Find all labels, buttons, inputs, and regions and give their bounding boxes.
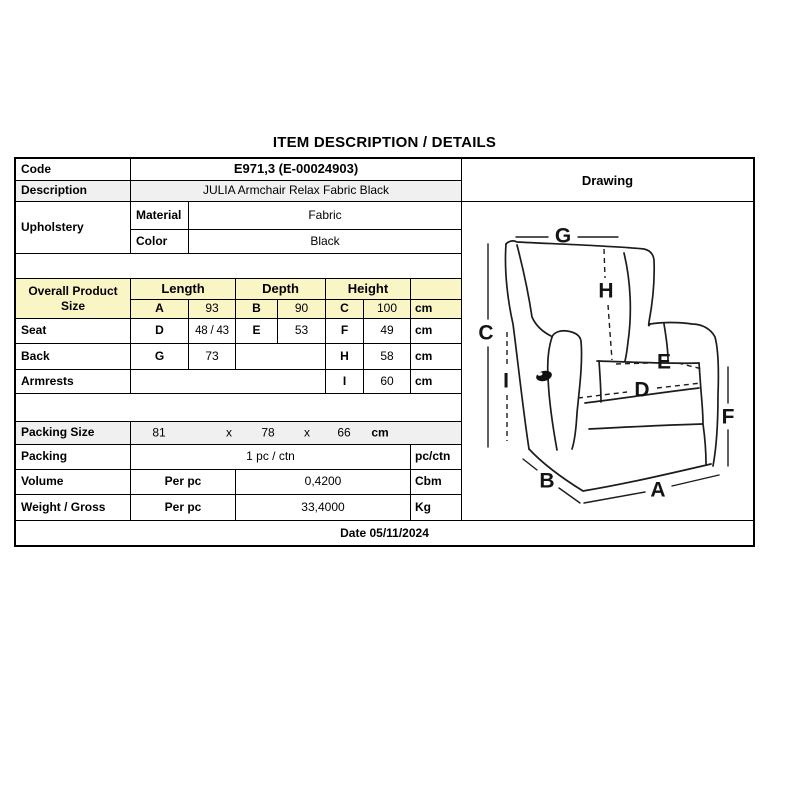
spacer-row-1 xyxy=(16,254,462,279)
details-left-section xyxy=(16,159,462,521)
seat-height-value: 49 xyxy=(364,319,411,344)
packing-size-x2: x xyxy=(304,425,310,440)
overall-depth-letter: B xyxy=(236,300,278,319)
upholstery-label: Upholstery xyxy=(16,202,131,254)
power-button-dot xyxy=(535,369,553,383)
back-label: Back xyxy=(16,344,131,370)
overall-depth-value: 90 xyxy=(278,300,326,319)
code-label: Code xyxy=(16,159,131,181)
dim-label-e: E xyxy=(656,350,672,374)
volume-value: 0,4200 xyxy=(236,470,411,495)
dim-label-g: G xyxy=(554,224,572,248)
description-value: JULIA Armchair Relax Fabric Black xyxy=(131,181,462,202)
seat-depth-value: 53 xyxy=(278,319,326,344)
back-row xyxy=(16,344,462,370)
volume-row xyxy=(16,470,462,495)
packing-size-length: 81 xyxy=(152,425,166,440)
length-header: Length xyxy=(131,279,236,300)
upholstery-sub xyxy=(131,202,462,254)
seat-unit: cm xyxy=(411,319,462,344)
date-row xyxy=(16,521,753,545)
overall-values-row xyxy=(131,300,462,319)
spacer-cell xyxy=(16,254,462,279)
overall-size-label: Overall Product Size xyxy=(16,279,131,319)
date-text: Date 05/11/2024 xyxy=(340,526,429,540)
seat-label: Seat xyxy=(16,319,131,344)
color-row xyxy=(131,230,462,254)
dim-label-b: B xyxy=(539,469,555,493)
code-value: E971,3 (E-00024903) xyxy=(131,159,462,181)
packing-size-unit: cm xyxy=(371,425,389,440)
material-row xyxy=(131,202,462,230)
overall-height-value: 100 xyxy=(364,300,411,319)
overall-unit: cm xyxy=(411,300,462,319)
back-length-letter: G xyxy=(131,344,189,370)
overall-height-letter: C xyxy=(326,300,364,319)
armrests-empty xyxy=(131,370,326,394)
drawing-canvas xyxy=(462,202,753,521)
dim-label-a: A xyxy=(650,478,666,502)
back-depth-empty xyxy=(236,344,326,370)
armrests-label: Armrests xyxy=(16,370,131,394)
back-height-letter: H xyxy=(326,344,364,370)
dim-label-c: C xyxy=(478,321,494,345)
drawing-title: Drawing xyxy=(462,159,753,202)
volume-per-pc: Per pc xyxy=(131,470,236,495)
seat-height-letter: F xyxy=(326,319,364,344)
back-height-value: 58 xyxy=(364,344,411,370)
spacer-cell xyxy=(16,394,462,422)
packing-size-height: 66 xyxy=(337,425,351,440)
page-title: ITEM DESCRIPTION / DETAILS xyxy=(272,134,497,151)
weight-unit: Kg xyxy=(411,495,462,521)
packing-unit: pc/ctn xyxy=(411,445,462,470)
seat-length-letter: D xyxy=(131,319,189,344)
packing-size-row xyxy=(16,422,462,445)
unit-header-empty xyxy=(411,279,462,300)
dim-line-h xyxy=(604,249,612,360)
dim-label-f: F xyxy=(721,405,735,429)
weight-value: 33,4000 xyxy=(236,495,411,521)
packing-label: Packing xyxy=(16,445,131,470)
packing-size-depth: 78 xyxy=(261,425,275,440)
material-value: Fabric xyxy=(189,202,462,230)
overall-length-letter: A xyxy=(131,300,189,319)
back-unit: cm xyxy=(411,344,462,370)
description-row xyxy=(16,181,462,202)
seat-length-value: 48 / 43 xyxy=(189,319,236,344)
dim-label-i: I xyxy=(503,369,509,393)
armchair-drawing xyxy=(462,202,753,520)
armrests-row xyxy=(16,370,462,394)
dim-label-h: H xyxy=(598,279,614,303)
volume-label: Volume xyxy=(16,470,131,495)
dimensions-header-row xyxy=(131,279,462,300)
material-label: Material xyxy=(131,202,189,230)
color-label: Color xyxy=(131,230,189,254)
weight-label: Weight / Gross xyxy=(16,495,131,521)
dimensions-header-cols xyxy=(131,279,462,319)
armchair-outline xyxy=(505,241,718,491)
seat-depth-letter: E xyxy=(236,319,278,344)
dimensions-header-block xyxy=(16,279,462,319)
packing-size-values xyxy=(131,422,462,445)
depth-header: Depth xyxy=(236,279,326,300)
weight-per-pc: Per pc xyxy=(131,495,236,521)
packing-value: 1 pc / ctn xyxy=(131,445,411,470)
upholstery-block xyxy=(16,202,462,254)
drawing-section xyxy=(462,159,753,521)
back-length-value: 73 xyxy=(189,344,236,370)
seat-row xyxy=(16,319,462,344)
description-label: Description xyxy=(16,181,131,202)
dimension-lines-dashed xyxy=(507,249,702,441)
volume-unit: Cbm xyxy=(411,470,462,495)
code-row xyxy=(16,159,462,181)
packing-size-label: Packing Size xyxy=(16,422,131,445)
weight-row xyxy=(16,495,462,521)
item-details-table xyxy=(14,157,755,547)
color-value: Black xyxy=(189,230,462,254)
height-header: Height xyxy=(326,279,411,300)
dim-label-d: D xyxy=(634,378,650,402)
armrests-unit: cm xyxy=(411,370,462,394)
spacer-row-2 xyxy=(16,394,462,422)
packing-row xyxy=(16,445,462,470)
overall-length-value: 93 xyxy=(189,300,236,319)
packing-size-x1: x xyxy=(226,425,232,440)
armrests-height-letter: I xyxy=(326,370,364,394)
armrests-height-value: 60 xyxy=(364,370,411,394)
